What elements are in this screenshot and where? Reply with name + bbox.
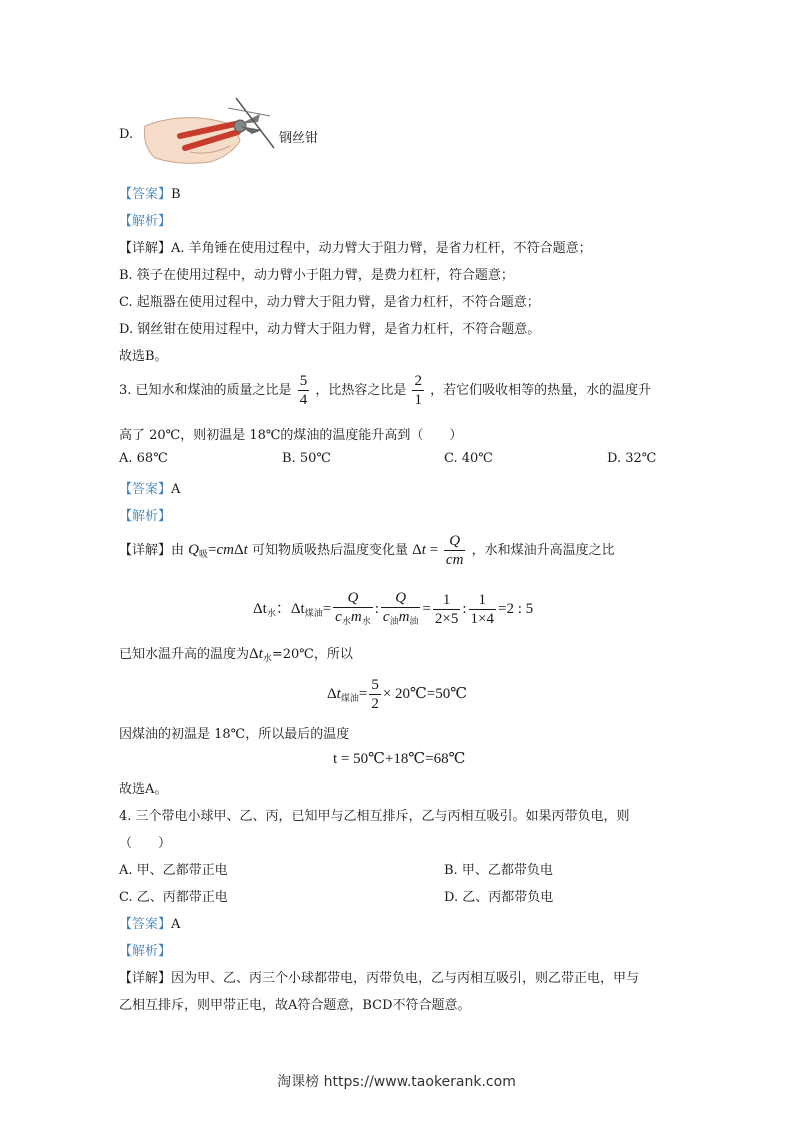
delta-t-formula: Δt = $\frac{Q}{cm}$ (412, 533, 464, 568)
subscript: 水 (266, 607, 276, 618)
q3-detail-line-3: 因煤油的初温是 18℃，所以最后的温度 (119, 727, 350, 742)
delta-t-symbol: Δt (290, 600, 305, 617)
q3-analysis-tag: 【解析】 (119, 509, 172, 524)
detail-text: A. 羊角锤在使用过程中，动力臂大于阻力臂，是省力杠杆，不符合题意； (171, 241, 592, 256)
detail-text: 由 (171, 542, 185, 558)
stem-text: 3. 已知水和煤油的质量之比是 (119, 383, 292, 398)
answer-value: A (171, 917, 181, 932)
stem-text: ，若它们吸收相等的热量，水的温度升 (430, 383, 652, 398)
temperature-ratio-equation: $\Delta t_水$：$\Delta t_{煤油}=$ $\frac{Q}{c_水m_水}$ : $\frac{Q}{c_油m_油}$ = $\frac{1}{2\times 5}$ : $\frac{1}{1\times 4}$ =2 : 5 (253, 590, 534, 627)
option-d-caption: 钢丝钳 (279, 131, 319, 146)
q3-detail-line-2: 已知水温升高的温度为$\Delta t_水=20℃$，所以 (119, 646, 353, 663)
equation-tail: × 20℃=50℃ (382, 685, 468, 702)
numerator: 5 (299, 373, 308, 389)
q3-option-d: D. 32℃ (607, 451, 657, 466)
heat-formula: $Q_吸=cm\Delta t$ (188, 541, 248, 559)
q2-analysis-tag: 【解析】 (119, 214, 172, 229)
detail-text: 因为甲、乙、丙三个小球都带电，丙带负电，乙与丙相互吸引，则乙带正电，甲与 (171, 971, 640, 986)
subscript: 煤油 (304, 607, 323, 618)
q4-option-b: B. 甲、乙都带负电 (444, 863, 553, 878)
detail-text: 可知物质吸热后温度变化量 (251, 542, 408, 558)
q4-answer (119, 913, 180, 932)
ratio-result: =2 : 5 (498, 600, 534, 617)
q3-option-c: C. 40℃ (444, 451, 493, 466)
q4-option-c: C. 乙、丙都带正电 (119, 890, 228, 905)
q3-option-a: A. 68℃ (119, 451, 168, 466)
q3-option-b: B. 50℃ (282, 451, 331, 466)
kerosene-delta-equation: $\Delta t_{煤油}=$ $\frac{5}{2}$ × 20℃=50℃ (327, 677, 468, 712)
water-delta-value: =20℃ (271, 647, 314, 662)
detail-tag: 【详解】 (119, 542, 172, 558)
q3-detail-line-1 (119, 532, 615, 569)
pliers-illustration (140, 96, 278, 168)
detail-text: 已知水温升高的温度为 (119, 647, 250, 662)
q2-conclusion: 故选B。 (119, 349, 168, 364)
footer-watermark: 淘课榜 https://www.taokerank.com (277, 1074, 516, 1090)
answer-value: B (171, 187, 181, 202)
option-d-letter: D. (119, 127, 134, 142)
final-temperature-equation: t = 50℃+18℃=68℃ (333, 751, 466, 767)
answer-tag: 【答案】 (119, 187, 172, 202)
q4-option-a: A. 甲、乙都带正电 (119, 863, 228, 878)
q4-detail-line-2: 乙相互排斥，则甲带正电，故A符合题意，BCD不符合题意。 (119, 998, 471, 1013)
delta-t-symbol: Δt (253, 600, 267, 617)
answer-value: A (171, 482, 181, 497)
q4-stem-line-1: 4. 三个带电小球甲、乙、丙，已知甲与乙相互排斥，乙与丙相互吸引。如果丙带负电，则 (119, 809, 630, 824)
answer-tag: 【答案】 (119, 482, 172, 497)
stem-text: ，比热容之比是 (315, 383, 407, 398)
q4-detail-line-1 (119, 967, 639, 986)
q3-stem-line-1 (119, 372, 651, 409)
q2-detail-line-3: C. 起瓶器在使用过程中，动力臂大于阻力臂，是省力杠杆，不符合题意； (119, 295, 540, 310)
q2-answer (119, 183, 181, 202)
ratio-colon: ： (275, 600, 291, 617)
detail-tag: 【详解】 (119, 241, 172, 256)
numerator: 2 (414, 373, 422, 389)
q2-detail-line-1 (119, 237, 592, 256)
q2-detail-line-4: D. 钢丝钳在使用过程中，动力臂大于阻力臂，是省力杠杆，不符合题意。 (119, 322, 541, 337)
q3-stem-line-2: 高了 20℃，则初温是 18℃的煤油的温度能升高到（ ） (119, 428, 463, 443)
q4-analysis-tag: 【解析】 (119, 944, 172, 959)
q4-option-d: D. 乙、丙都带负电 (444, 890, 554, 905)
mass-ratio-fraction (298, 372, 310, 409)
q4-stem-line-2: （ ） (119, 836, 172, 851)
heat-capacity-ratio-fraction (412, 372, 424, 409)
detail-text: ，所以 (313, 647, 353, 662)
q3-conclusion: 故选A。 (119, 782, 168, 797)
q3-answer (119, 478, 180, 497)
answer-tag: 【答案】 (119, 917, 172, 932)
q2-detail-line-2: B. 筷子在使用过程中，动力臂小于阻力臂，是费力杠杆，符合题意； (119, 268, 514, 283)
denominator: 1 (414, 392, 422, 408)
denominator: 4 (299, 392, 308, 408)
detail-tag: 【详解】 (119, 971, 172, 986)
detail-text: ，水和煤油升高温度之比 (471, 542, 615, 558)
